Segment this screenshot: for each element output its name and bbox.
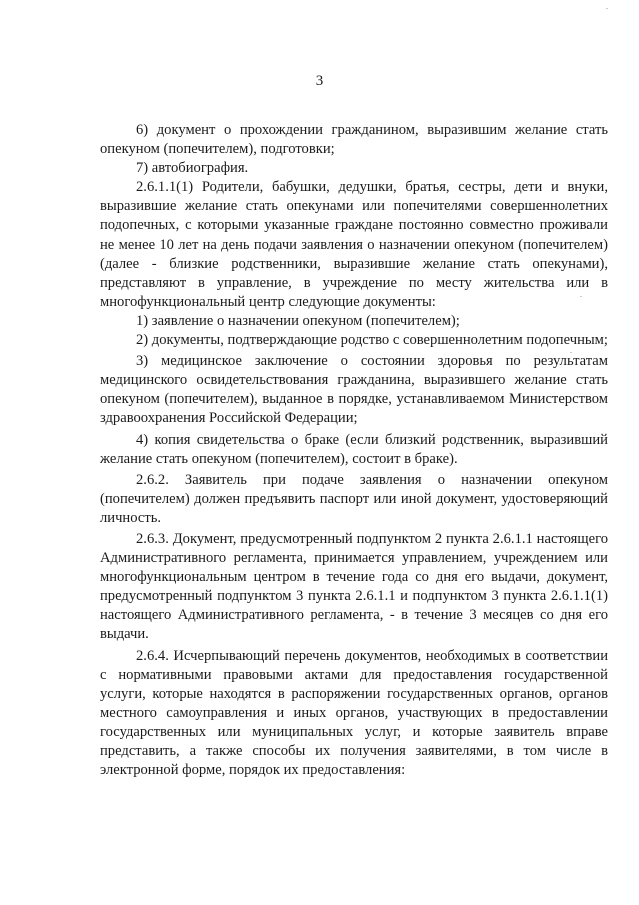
scan-speck bbox=[580, 296, 582, 297]
paragraph-list-item-4: 4) копия свидетельства о браке (если близкий родственник, выразивший желание стать опекуном (попечителем), состоит в браке). bbox=[100, 431, 608, 467]
scan-speck bbox=[570, 352, 572, 353]
paragraph-2-6-3: 2.6.3. Документ, предусмотренный подпунктом 2 пункта 2.6.1.1 настоящего Административного регламента, принимается управлением, учреждением или многофункциональным центром в течение года со дня его выдачи, документ, предусмотренный подпунктом 3 пункта 2.6.1.1 и подпунктом 3 пункта 2.6.1.1(1) настоящего Административного регламента, - в течение 3 месяцев со дня его выдачи. bbox=[100, 530, 608, 643]
page-number: 3 bbox=[315, 73, 324, 89]
paragraph-2-6-1-1-1: 2.6.1.1(1) Родители, бабушки, дедушки, братья, сестры, дети и внуки, выразившие желание стать опекунами или попечителями совершеннолетних подопечных, с которыми указанные граждане постоянно совместно проживали не менее 10 лет на день подачи заявления о назначении опекуном (попечителем) (далее - близкие родственники, выразившие желание стать опекунами), представляют в управление, в учреждение по месту жительства или в многофункциональный центр следующие документы: bbox=[100, 179, 608, 310]
paragraph-2-6-2: 2.6.2. Заявитель при подаче заявления о назначении опекуном (попечителем) должен предъявить паспорт или иной документ, удостоверяющий личность. bbox=[100, 471, 608, 526]
paragraph-list-item-3: 3) медицинское заключение о состоянии здоровья по результатам медицинского освидетельствования гражданина, выразившего желание стать опекуном (попечителем), выданное в порядке, устанавливаемом Министерством здравоохранения Российской Федерации; bbox=[100, 353, 608, 427]
document-body bbox=[100, 121, 608, 780]
scan-speck bbox=[606, 8, 608, 9]
paragraph-2-6-4: 2.6.4. Исчерпывающий перечень документов, необходимых в соответствии с нормативными правовыми актами для предоставления государственной услуги, которые находятся в распоряжении государственных органов, органов местного самоуправления и иных органов, участвующих в предоставлении государственных или муниципальных услуг, и которые заявитель вправе представить, а также способы их получения заявителями, в том числе в электронной форме, порядок их предоставления: bbox=[100, 647, 608, 779]
paragraph-list-item-2: 2) документы, подтверждающие родство с совершеннолетним подопечным; bbox=[136, 332, 608, 349]
paragraph-item-6: 6) документ о прохождении гражданином, выразившим желание стать опекуном (попечителем), подготовки; bbox=[100, 122, 608, 158]
paragraph-list-item-1: 1) заявление о назначении опекуном (попечителем); bbox=[136, 312, 460, 329]
paragraph-item-7: 7) автобиография. bbox=[136, 160, 249, 177]
